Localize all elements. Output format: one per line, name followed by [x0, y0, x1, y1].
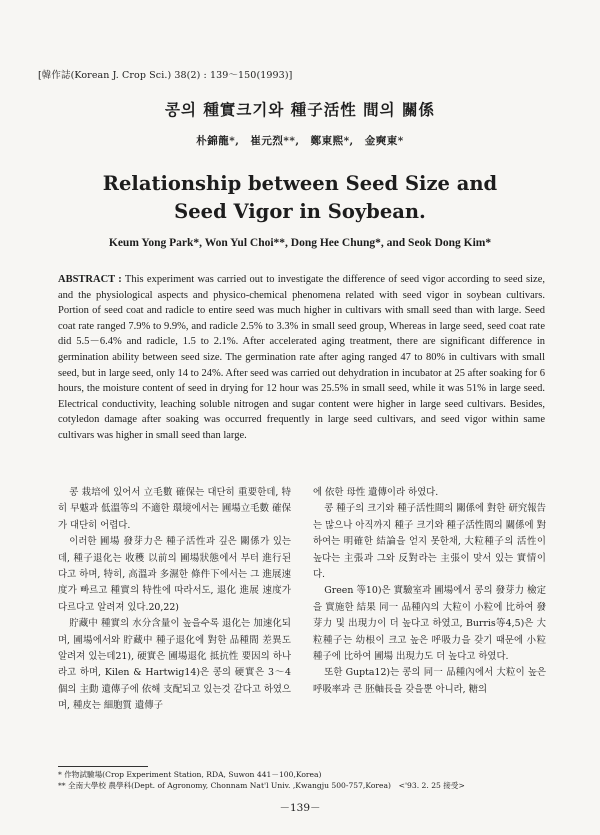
body-paragraph: 에 依한 母性 遺傳이라 하였다. — [313, 487, 439, 498]
english-title-line2: Seed Vigor in Soybean. — [174, 200, 426, 223]
korean-title: 콩의 種實크기와 種子活性 間의 關係 — [165, 100, 435, 119]
body-paragraph: 콩 栽培에 있어서 立毛數 確保는 대단히 重要한데, 特히 早魃과 低溫等의 不適한 環境에서는 圃場立毛數 確保가 대단히 어렵다. — [58, 487, 291, 531]
footnote-affiliation-1: * 作物試驗場(Crop Experiment Station, RDA, Suwon 441－100,Korea) — [58, 770, 322, 779]
english-title-line1: Relationship between Seed Size and — [102, 172, 498, 195]
body-column-left — [58, 485, 291, 715]
abstract-text: This experiment was carried out to investigate the difference of seed vigor according to seed size, and the physiological aspects and physico-chemical phenomena related with seed vigor in soybean cultivars. Portion of seed coat and radicle to entire seed was much higher in cultivars with small seed than with large. Seed coat rate ranged 7.9% to 9.9%, and radicle 2.5% to 3.3% in small seed group, Whereas in large seed, seed coat rate did 5.5－6.4% and radicle, 1.5 to 2.1%. After accelerated aging treatment, there are significant difference in germination ability between seed size. The germination rate after aging ranged 47 to 80% in cultivars with small seed, but in large seed, only 14 to 24%. After seed was carried out dehydration in incubator at 25 after soaking for 6 hours, the moisture content of seed in drying for 12 hour was 25.5% in small seed, while it was 51% in large seed. Electrical conductivity, leaching soluble nitrogen and sugar content were higher in large seed cultivars. Besides, cotyledon damage after soaking was occurred frequently in large seed cultivars, and seed vigor within same cultivars was higher in small seed than large. — [58, 274, 545, 441]
body-paragraph: 貯藏中 種實의 水分含量이 높을수록 退化는 加速化되며, 圃場에서와 貯藏中 種子退化에 對한 品種間 差異도 알려져 있는데21), 硬實은 圃場退化 抵抗性 要因의 하나라고 하며, Kilen & Hartwig14)은 콩의 硬實은 3～4個의 主動 遺傳子에 依해 支配되고 있는것 같다고 하였으며, 種皮는 細胞質 遺傳子 — [58, 618, 291, 712]
footnote-divider — [58, 766, 148, 767]
english-authors: Keum Yong Park*, Won Yul Choi**, Dong Hee Chung*, and Seok Dong Kim* — [108, 237, 492, 249]
abstract — [58, 272, 545, 444]
page-number: －139－ — [279, 802, 321, 814]
abstract-label: ABSTRACT : — [58, 274, 122, 285]
footnote-affiliation-2: ** 全南大學校 農學科(Dept. of Agronomy, Chonnam Nat'l Univ. ,Kwangju 500-757,Korea) <'93. 2. 25 接受> — [58, 781, 465, 790]
body-paragraph: 콩 種子의 크기와 種子活性間의 關係에 對한 研究報告는 많으나 아직까지 種子 크기와 種子活性間의 關係에 對하여는 明確한 結論을 얻지 못한채, 大粒種子의 活性이 높다는 主張과 그와 反對라는 主張이 맞서 있는 實情이다. — [313, 503, 546, 581]
body-column-right — [313, 485, 546, 698]
body-paragraph: 이러한 圃場 發芽力은 種子活性과 깊은 關係가 있는데, 種子退化는 收穫 以前의 圃場狀態에서 부터 進行된다고 하며, 特히, 高溫과 多濕한 條件下에서는 그 進展速度가 빠르고 種實의 特性에 따라서도, 退化 進展 速度가 다르다고 알려져 있다.20,22) — [58, 536, 291, 613]
journal-reference: [韓作誌(Korean J. Crop Sci.) 38(2) : 139～150(1993)] — [38, 70, 293, 81]
body-paragraph: 또한 Gupta12)는 콩의 同一 品種內에서 大粒이 높은 呼吸率과 큰 胚軸長을 갖을뿐 아니라, 糖의 — [313, 667, 546, 695]
korean-authors: 朴錦龍*, 崔元烈**, 鄭東熙*, 金奭東* — [196, 135, 404, 147]
english-title — [0, 170, 600, 226]
body-paragraph: Green 等10)은 實驗室과 圃場에서 콩의 發芽力 檢定을 實施한 結果 同一 品種內의 大粒이 小粒에 比하여 發芽力 및 出現力이 더 높다고 하였고, Burris等4,5)은 大粒種子는 幼根이 크고 높은 呼吸力을 갖기 때문에 小粒 種子에 比하여 圃場 出現力도 더 높다고 하였다. — [313, 585, 546, 663]
